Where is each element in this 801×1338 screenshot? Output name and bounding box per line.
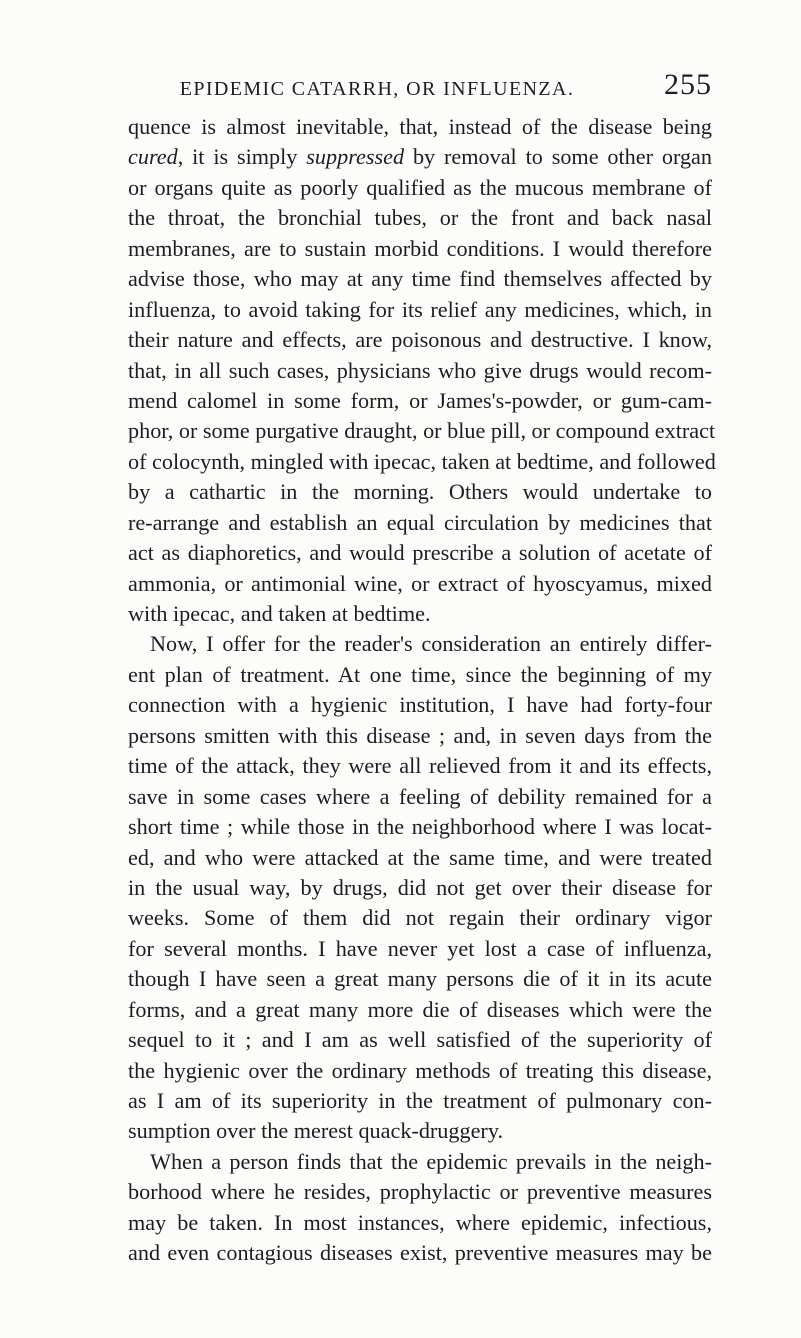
text-segment: by a cathartic in the morning. Others would undertake to <box>128 479 712 505</box>
text-line <box>128 1116 712 1146</box>
text-segment: with ipecac, and taken at bedtime. <box>128 601 431 626</box>
text-line <box>128 660 712 690</box>
text-line <box>128 447 716 477</box>
text-line <box>128 295 712 325</box>
text-line <box>128 264 712 294</box>
text-line <box>128 1147 712 1177</box>
text-line <box>128 477 712 507</box>
text-line <box>128 873 712 903</box>
text-segment: short time ; while those in the neighborhood where I was locat- <box>128 814 712 840</box>
text-segment: time of the attack, they were all relieved from it and its effects, <box>128 753 712 779</box>
text-segment: save in some cases where a feeling of debility remained for a <box>128 783 712 809</box>
text-line <box>128 203 712 233</box>
text-line <box>128 782 712 812</box>
text-segment: persons smitten with this disease ; and, in seven days from the <box>128 722 712 748</box>
text-segment: ed, and who were attacked at the same time, and were treated <box>128 844 712 870</box>
text-segment: that, in all such cases, physicians who give drugs would recom- <box>128 357 712 383</box>
text-line <box>128 1056 712 1086</box>
text-segment: , it is simply <box>177 144 307 170</box>
text-segment: may be taken. In most instances, where epidemic, infectious, <box>128 1209 712 1235</box>
text-segment: their nature and effects, are poisonous and destructive. I know, <box>128 327 712 353</box>
text-line <box>128 964 712 994</box>
text-segment: though I have seen a great many persons die of it in its acute <box>128 966 712 992</box>
italic-text: suppressed <box>306 144 405 170</box>
text-segment: the throat, the bronchial tubes, or the front and back nasal <box>128 205 712 231</box>
text-segment: sumption over the merest quack-druggery. <box>128 1118 504 1144</box>
text-segment: ammonia, or antimonial wine, or extract of hyoscyamus, mixed <box>128 570 712 596</box>
text-line <box>128 1086 712 1116</box>
text-line <box>128 234 712 264</box>
text-segment: ent plan of treatment. At one time, since the beginning of my <box>128 661 712 687</box>
text-line <box>128 599 712 629</box>
text-segment: connection with a hygienic institution, I have had forty-four <box>128 692 712 718</box>
text-segment: membranes, are to sustain morbid conditions. I would therefore <box>128 235 712 261</box>
text-segment: and even contagious diseases exist, preventive measures may be <box>128 1240 712 1266</box>
text-line <box>128 995 712 1025</box>
text-line <box>128 812 712 842</box>
text-line <box>128 629 712 659</box>
text-line <box>128 569 712 599</box>
italic-text: cured <box>128 144 178 170</box>
text-line <box>128 538 712 568</box>
text-line <box>128 1025 712 1055</box>
text-segment: mend calomel in some form, or James's-powder, or gum-cam- <box>128 387 712 413</box>
text-line <box>128 903 712 933</box>
page-number: 255 <box>664 68 712 101</box>
text-segment: When a person finds that the epidemic prevails in the neigh- <box>150 1148 712 1174</box>
running-header <box>128 64 712 108</box>
text-segment: in the usual way, by drugs, did not get over their disease for <box>128 874 712 900</box>
text-line <box>128 325 712 355</box>
text-line <box>128 1177 712 1207</box>
text-segment: sequel to it ; and I am as well satisfied of the superiority of <box>128 1027 712 1053</box>
text-line <box>128 356 712 386</box>
text-segment: influenza, to avoid taking for its relief any medicines, which, in <box>128 296 712 322</box>
text-segment: for several months. I have never yet lost a case of influenza, <box>128 935 712 961</box>
text-line <box>128 112 712 142</box>
text-segment: quence is almost inevitable, that, instead of the disease being <box>128 114 712 139</box>
body-text <box>128 112 716 1269</box>
text-segment: re-arrange and establish an equal circulation by medicines that <box>128 509 712 535</box>
text-line <box>128 508 712 538</box>
text-segment: advise those, who may at any time find themselves affected by <box>128 266 712 292</box>
text-segment: by removal to some other organ <box>404 144 712 170</box>
text-segment: borhood where he resides, prophylactic or preventive measures <box>128 1179 712 1205</box>
text-line <box>128 751 712 781</box>
text-line <box>128 721 712 751</box>
text-line <box>128 1238 712 1268</box>
text-segment: weeks. Some of them did not regain their ordinary vigor <box>128 905 712 931</box>
text-segment: of colocynth, mingled with ipecac, taken at bedtime, and followed <box>128 448 716 474</box>
text-segment: act as diaphoretics, and would prescribe a solution of acetate of <box>128 540 712 566</box>
text-line <box>128 1208 712 1238</box>
text-line <box>128 934 712 964</box>
text-line <box>128 416 716 446</box>
text-line <box>128 173 712 203</box>
text-segment: the hygienic over the ordinary methods of treating this disease, <box>128 1057 712 1083</box>
text-line <box>128 142 712 172</box>
text-line <box>128 690 712 720</box>
text-segment: forms, and a great many more die of diseases which were the <box>128 996 712 1022</box>
running-title: EPIDEMIC CATARRH, OR INFLUENZA. <box>179 78 575 100</box>
text-segment: Now, I offer for the reader's consideration an entirely differ- <box>150 631 712 657</box>
text-segment: phor, or some purgative draught, or blue pill, or compound extract <box>128 418 716 444</box>
text-segment: as I am of its superiority in the treatment of pulmonary con- <box>128 1088 712 1113</box>
text-line <box>128 843 712 873</box>
text-line <box>128 386 712 416</box>
text-segment: or organs quite as poorly qualified as the mucous membrane of <box>128 174 712 200</box>
